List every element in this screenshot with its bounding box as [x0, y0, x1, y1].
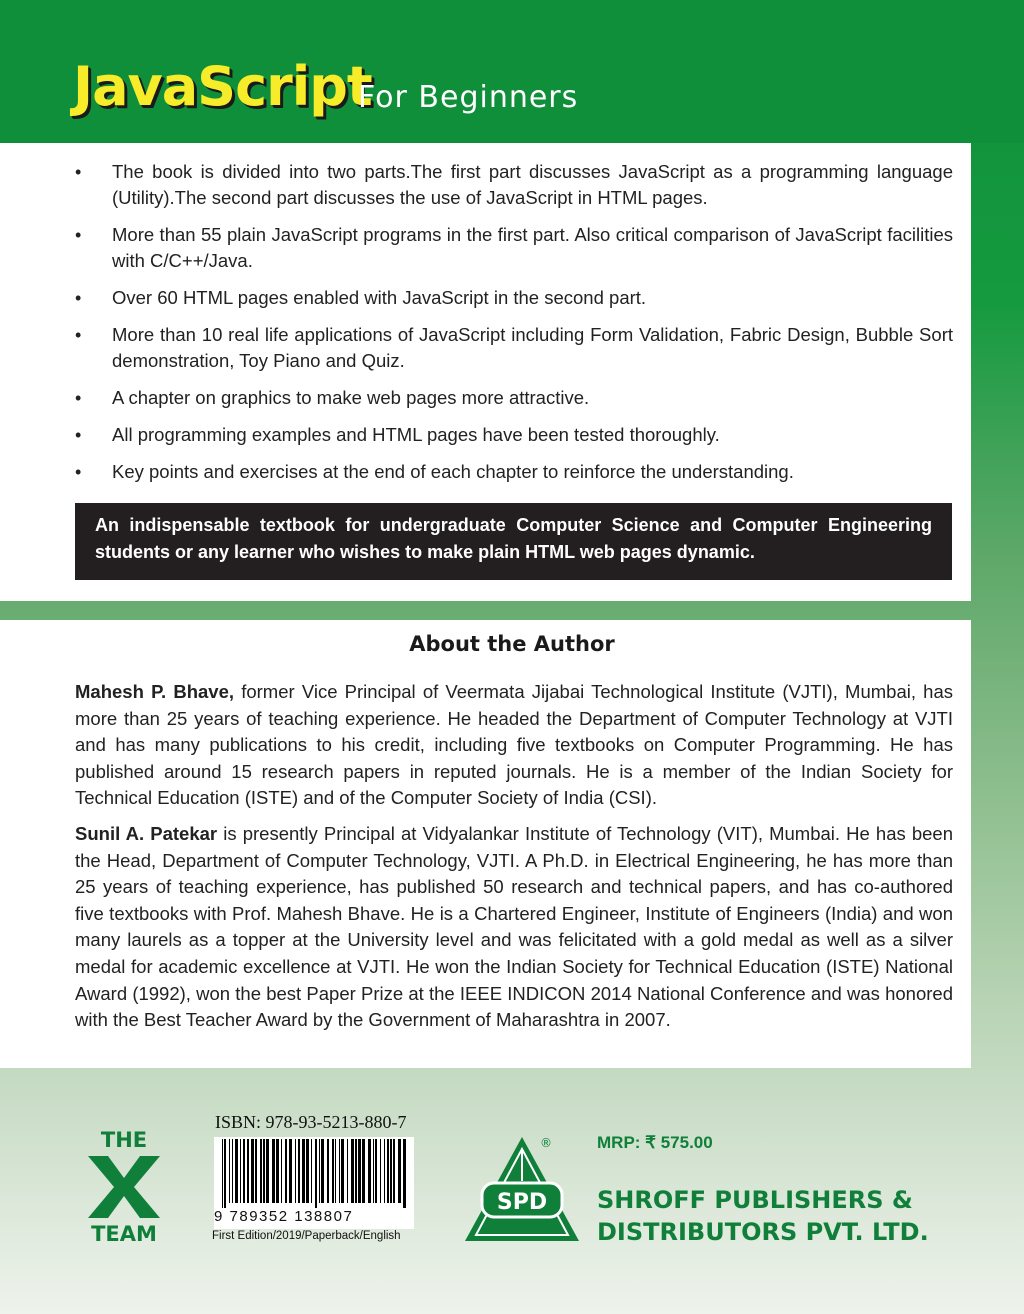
list-item: • All programming examples and HTML pages have been tested thoroughly. [75, 422, 953, 448]
bullet-icon: • [75, 462, 82, 482]
publisher-line-1: SHROFF PUBLISHERS & [597, 1186, 913, 1214]
registered-mark: ® [540, 1136, 552, 1150]
list-item: • A chapter on graphics to make web pages more attractive. [75, 385, 953, 411]
barcode-bars-icon [214, 1137, 414, 1209]
spd-logo-text: SPD [496, 1190, 548, 1215]
bullet-icon: • [75, 162, 82, 182]
author-name: Sunil A. Patekar [75, 823, 218, 844]
x-mark-icon [84, 1154, 164, 1220]
feature-list [75, 159, 953, 496]
edition-info: First Edition/2019/Paperback/English [212, 1230, 401, 1242]
list-item: • The book is divided into two parts.The first part discusses JavaScript as a programming language (Utility).The second part discusses the use of JavaScript in HTML pages. [75, 161, 953, 208]
xteam-top-label: THE [100, 1128, 148, 1152]
list-item: • More than 55 plain JavaScript programs in the first part. Also critical comparison of JavaScript facilities with C/C++/Java. [75, 224, 953, 271]
cover-header [0, 0, 1024, 143]
list-item: • Key points and exercises at the end of each chapter to reinforce the understanding. [75, 459, 953, 485]
author-bio: former Vice Principal of Veermata Jijabai Technological Institute (VJTI), Mumbai, has more than 25 years of teaching experience. He headed the Department of Computer Technology at VJTI and has many publications to his credit, including five textbooks on Computer Programming. He has published around 15 research papers in reputed journals. He is a member of the Indian Society for Technical Education (ISTE) and of the Computer Society of India (CSI). [75, 681, 953, 809]
bullet-icon: • [75, 225, 82, 245]
publisher-line-2: DISTRIBUTORS PVT. LTD. [597, 1218, 929, 1246]
spd-triangle-icon [462, 1133, 582, 1245]
isbn-label: ISBN: 978-93-5213-880-7 [215, 1112, 407, 1132]
bullet-icon: • [75, 425, 82, 445]
xteam-logo [78, 1128, 170, 1246]
bullet-icon: • [75, 288, 82, 308]
about-heading: About the Author [409, 632, 615, 656]
callout-box: An indispensable textbook for undergraduate Computer Science and Computer Engineering students or any learner who wishes to make plain HTML web pages dynamic. [75, 503, 952, 580]
bullet-icon: • [75, 325, 82, 345]
bullet-icon: • [75, 388, 82, 408]
publisher-name [597, 1184, 929, 1248]
barcode-digits: 9 789352 138807 [214, 1208, 414, 1225]
author-bio: is presently Principal at Vidyalankar Institute of Technology (VIT), Mumbai. He has been the Head, Department of Computer Technology, VJTI. A Ph.D. in Electrical Engineering, he has more than 25 years of teaching experience, has published 50 research and technical papers, and has co-authored five textbooks with Prof. Mahesh Bhave. He is a Chartered Engineer, Institute of Engineers (India) and won many laurels as a topper at the University level and was felicitated with a gold medal as well as a silver medal for academic excellence at VJTI. He won the Indian Society for Technical Education (ISTE) National Award (1992), won the best Paper Prize at the IEEE INDICON 2014 National Conference and was honored with the Best Teacher Award by the Government of Maharashtra in 2007. [75, 823, 954, 1031]
xteam-bottom-label: TEAM [91, 1222, 157, 1246]
book-subtitle: For Beginners [358, 80, 579, 115]
author-bio-patekar [75, 821, 953, 1034]
mrp-price: MRP: ₹ 575.00 [597, 1133, 713, 1152]
book-title: JavaScript [73, 55, 372, 118]
list-item: • More than 10 real life applications of JavaScript including Form Validation, Fabric Design, Bubble Sort demonstration, Toy Piano and Quiz. [75, 324, 953, 371]
list-item: • Over 60 HTML pages enabled with JavaScript in the second part. [75, 285, 953, 311]
author-name: Mahesh P. Bhave, [75, 681, 235, 702]
author-bio-bhave [75, 679, 953, 812]
spd-logo [462, 1133, 582, 1250]
